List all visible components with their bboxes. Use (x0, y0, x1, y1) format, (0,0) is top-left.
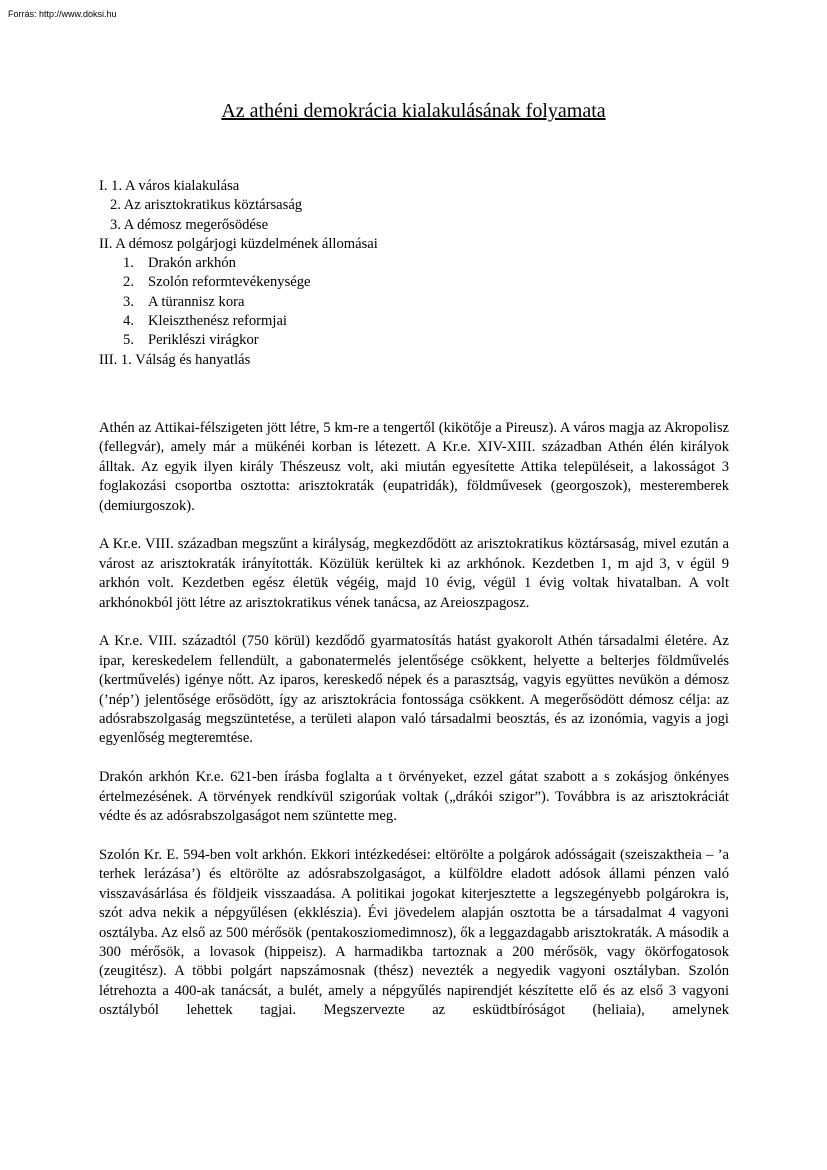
toc-item: III. 1. Válság és hanyatlás (99, 351, 251, 368)
toc-subitem-label: A türannisz kora (148, 293, 245, 310)
toc-item: 2. Az arisztokratikus köztársaság (110, 197, 303, 214)
paragraph: A Kr.e. VIII. századtól (750 körül) kezdődő gyarmatosítás hatást gyakorolt Athén társadalmi életére. Az ipar, kereskedelem fellendült, a gabonatermelés jelentősége csökkent, helyette a belterjes földművelés (kertművelés) igénye nőtt. Az iparos, kereskedő népek és a parasztság, vagyis együttes nevükön a démosz (’nép’) jelentősége erősödött, így az arisztokrácia fontossága csökkent. A megerősödött démosz célja: az adósrabszolgaság megszüntetése, a területi alapon való társadalmi beosztás, és az izonómia, vagyis a jogi egyenlőség megteremtése. (99, 633, 729, 747)
toc-subitem (99, 273, 378, 292)
paragraph: Szolón Kr. E. 594-ben volt arkhón. Ekkori intézkedései: eltörölte a polgárok adósságait (szeiszaktheia – ’a terhek lerázása’) és eltörölte az adósrabszolgaságot, a külföldre eladott adósok állami pénzen való visszavásárlása és földjeik visszaadása. A politikai jogokat kiterjesztette a legszegényebb polgárokra is, szót adva nekik a népgyűlésen (ekklészia). Évi jövedelem alapján osztotta be a társadalmat 4 vagyoni osztályba. Az első az 500 mérősök (pentakosziomedimnosz), ők a leggazdagabb arisztokraták. A második a 300 mérősök, a lovasok (hippeisz). A harmadikba tartoznak a 200 mérősök, vagy ökörfogatosok (zeugitész). A többi polgárt napszámosnak (thész) nevezték a negyedik vagyoni osztályban. Szolón létrehozta a 400-ak tanácsát, a bulét, amely a népgyűlés napirendjét készítette elő és az első 3 vagyoni osztályból lehettek tagjai. Megszervezte az esküdtbíróságot (heliaia), amelynek (99, 846, 729, 1019)
toc-subitem-number: 5. (123, 332, 134, 349)
toc-subitem-label: Kleiszthenész reformjai (148, 313, 287, 330)
toc-item: 3. A démosz megerősödése (110, 216, 269, 233)
toc-subitem-number: 4. (123, 313, 134, 330)
toc-subitem (99, 254, 378, 273)
table-of-contents (99, 177, 378, 370)
toc-subitem (99, 331, 378, 350)
toc-subitem-number: 3. (123, 293, 134, 310)
paragraph: A Kr.e. VIII. században megszűnt a királyság, megkezdődött az arisztokratikus köztársaság, mivel ezután a várost az arisztokraták irányították. Közülük kerültek ki az arkhónok. Kezdetben 1, m ajd 3, v égül 9 arkhón volt. Kezdetben egész életük végéig, majd 10 évig, végül 1 évig voltak hivatalban. A volt arkhónokból jött létre az arisztokratikus vének tanácsa, az Areioszpagosz. (99, 536, 729, 611)
toc-subitem-label: Szolón reformtevékenysége (148, 274, 311, 291)
paragraph: Drakón arkhón Kr.e. 621-ben írásba foglalta a t örvényeket, ezzel gátat szabott a s zokásjog önkényes értelmezésének. A törvények rendkívül szigorúak voltak („drákói szigor”). Továbbra is az arisztokráciát védte és az adósrabszolgaságot nem szüntette meg. (99, 769, 729, 825)
paragraph: Athén az Attikai-félszigeten jött létre, 5 km-re a tengertől (kikötője a Pireusz). A város magja az Akropolisz (fellegvár), amely már a mükénéi korban is létezett. A Kr.e. XIV-XIII. században Athén élén királyok álltak. Az egyik ilyen király Thészeusz volt, aki miután egyesítette Attika településeit, a lakosságot 3 foglakozási csoportba osztotta: arisztokraták (eupatridák), földművesek (georgoszok), mesteremberek (demiurgoszok). (99, 420, 729, 514)
source-caption: Forrás: http://www.doksi.hu (8, 9, 117, 19)
toc-subitem (99, 293, 378, 312)
toc-subitem-number: 1. (123, 255, 134, 272)
document-body (99, 419, 729, 1021)
toc-subitem-number: 2. (123, 274, 134, 291)
page-title: Az athéni demokrácia kialakulásának folyamata (221, 100, 606, 122)
toc-item: II. A démosz polgárjogi küzdelmének állomásai (99, 235, 378, 252)
toc-item: I. 1. A város kialakulása (99, 178, 240, 194)
toc-subitem (99, 312, 378, 331)
toc-subitem-label: Periklészi virágkor (148, 332, 259, 349)
toc-subitem-label: Drakón arkhón (148, 255, 236, 272)
